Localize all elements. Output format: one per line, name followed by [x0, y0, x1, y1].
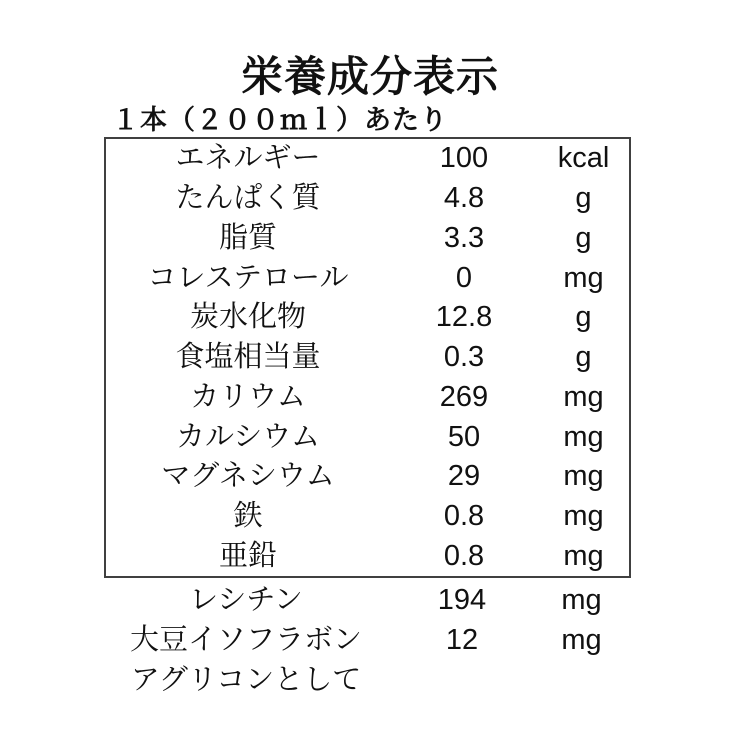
nutrient-label: エネルギー — [175, 142, 321, 175]
nutrient-value: 12.8 — [435, 301, 493, 334]
nutrient-unit: g — [575, 182, 592, 215]
page-title: 栄養成分表示 — [240, 53, 499, 100]
nutrient-label: たんぱく質 — [175, 182, 321, 215]
nutrient-label: 鉄 — [233, 499, 263, 532]
nutrient-label: カリウム — [190, 380, 306, 413]
table-row-calcium — [106, 417, 629, 457]
table-row-soy-isoflavone — [104, 620, 631, 660]
nutrient-label: カルシウム — [176, 420, 320, 453]
serving-size-line: １本（２００ｍｌ）あたり — [112, 105, 448, 135]
nutrient-label: コレステロール — [147, 261, 349, 294]
nutrient-label: 炭水化物 — [189, 301, 306, 334]
nutrient-unit: g — [575, 301, 592, 334]
nutrient-label: アグリコンとして — [130, 663, 362, 696]
nutrient-unit: mg — [563, 420, 604, 453]
nutrient-value: 3.3 — [443, 221, 485, 254]
table-row-lecithin — [104, 580, 631, 620]
nutrition-table — [104, 137, 631, 578]
nutrient-label: 脂質 — [218, 221, 277, 254]
table-row-carbohydrate — [106, 298, 629, 338]
table-row-magnesium — [106, 457, 629, 497]
nutrient-value: 269 — [439, 380, 489, 413]
nutrient-unit: mg — [563, 261, 604, 294]
nutrient-unit: mg — [563, 460, 604, 493]
nutrient-value: 50 — [447, 420, 481, 453]
nutrient-value: 29 — [447, 460, 481, 493]
table-row-protein — [106, 179, 629, 219]
nutrient-label: マグネシウム — [161, 460, 335, 493]
nutrient-unit: mg — [561, 583, 602, 616]
table-row-aglycone-note — [104, 660, 631, 700]
nutrient-value: 4.8 — [443, 182, 485, 215]
nutrient-label: 亜鉛 — [218, 539, 277, 572]
nutrient-unit: mg — [561, 623, 602, 656]
nutrient-value: 0 — [455, 261, 473, 294]
table-row-salt — [106, 338, 629, 378]
nutrient-value: 12 — [445, 623, 479, 656]
table-row-energy — [106, 139, 629, 179]
nutrient-value: 0.3 — [443, 341, 485, 374]
extra-nutrients — [104, 580, 631, 700]
table-row-iron — [106, 497, 629, 537]
nutrient-unit: kcal — [557, 142, 610, 175]
nutrient-unit: g — [575, 221, 592, 254]
table-row-zinc — [106, 536, 629, 576]
nutrient-unit: g — [575, 341, 592, 374]
nutrient-unit: mg — [563, 539, 604, 572]
table-row-cholesterol — [106, 258, 629, 298]
nutrient-label: レシチン — [189, 583, 303, 616]
table-row-fat — [106, 218, 629, 258]
nutrient-value: 0.8 — [443, 499, 485, 532]
nutrient-value: 194 — [437, 583, 487, 616]
nutrient-unit: mg — [563, 380, 604, 413]
nutrient-value: 0.8 — [443, 539, 485, 572]
nutrient-label: 食塩相当量 — [175, 341, 321, 374]
nutrient-unit: mg — [563, 499, 604, 532]
table-row-potassium — [106, 377, 629, 417]
nutrient-value: 100 — [439, 142, 489, 175]
nutrient-label: 大豆イソフラボン — [129, 623, 362, 656]
